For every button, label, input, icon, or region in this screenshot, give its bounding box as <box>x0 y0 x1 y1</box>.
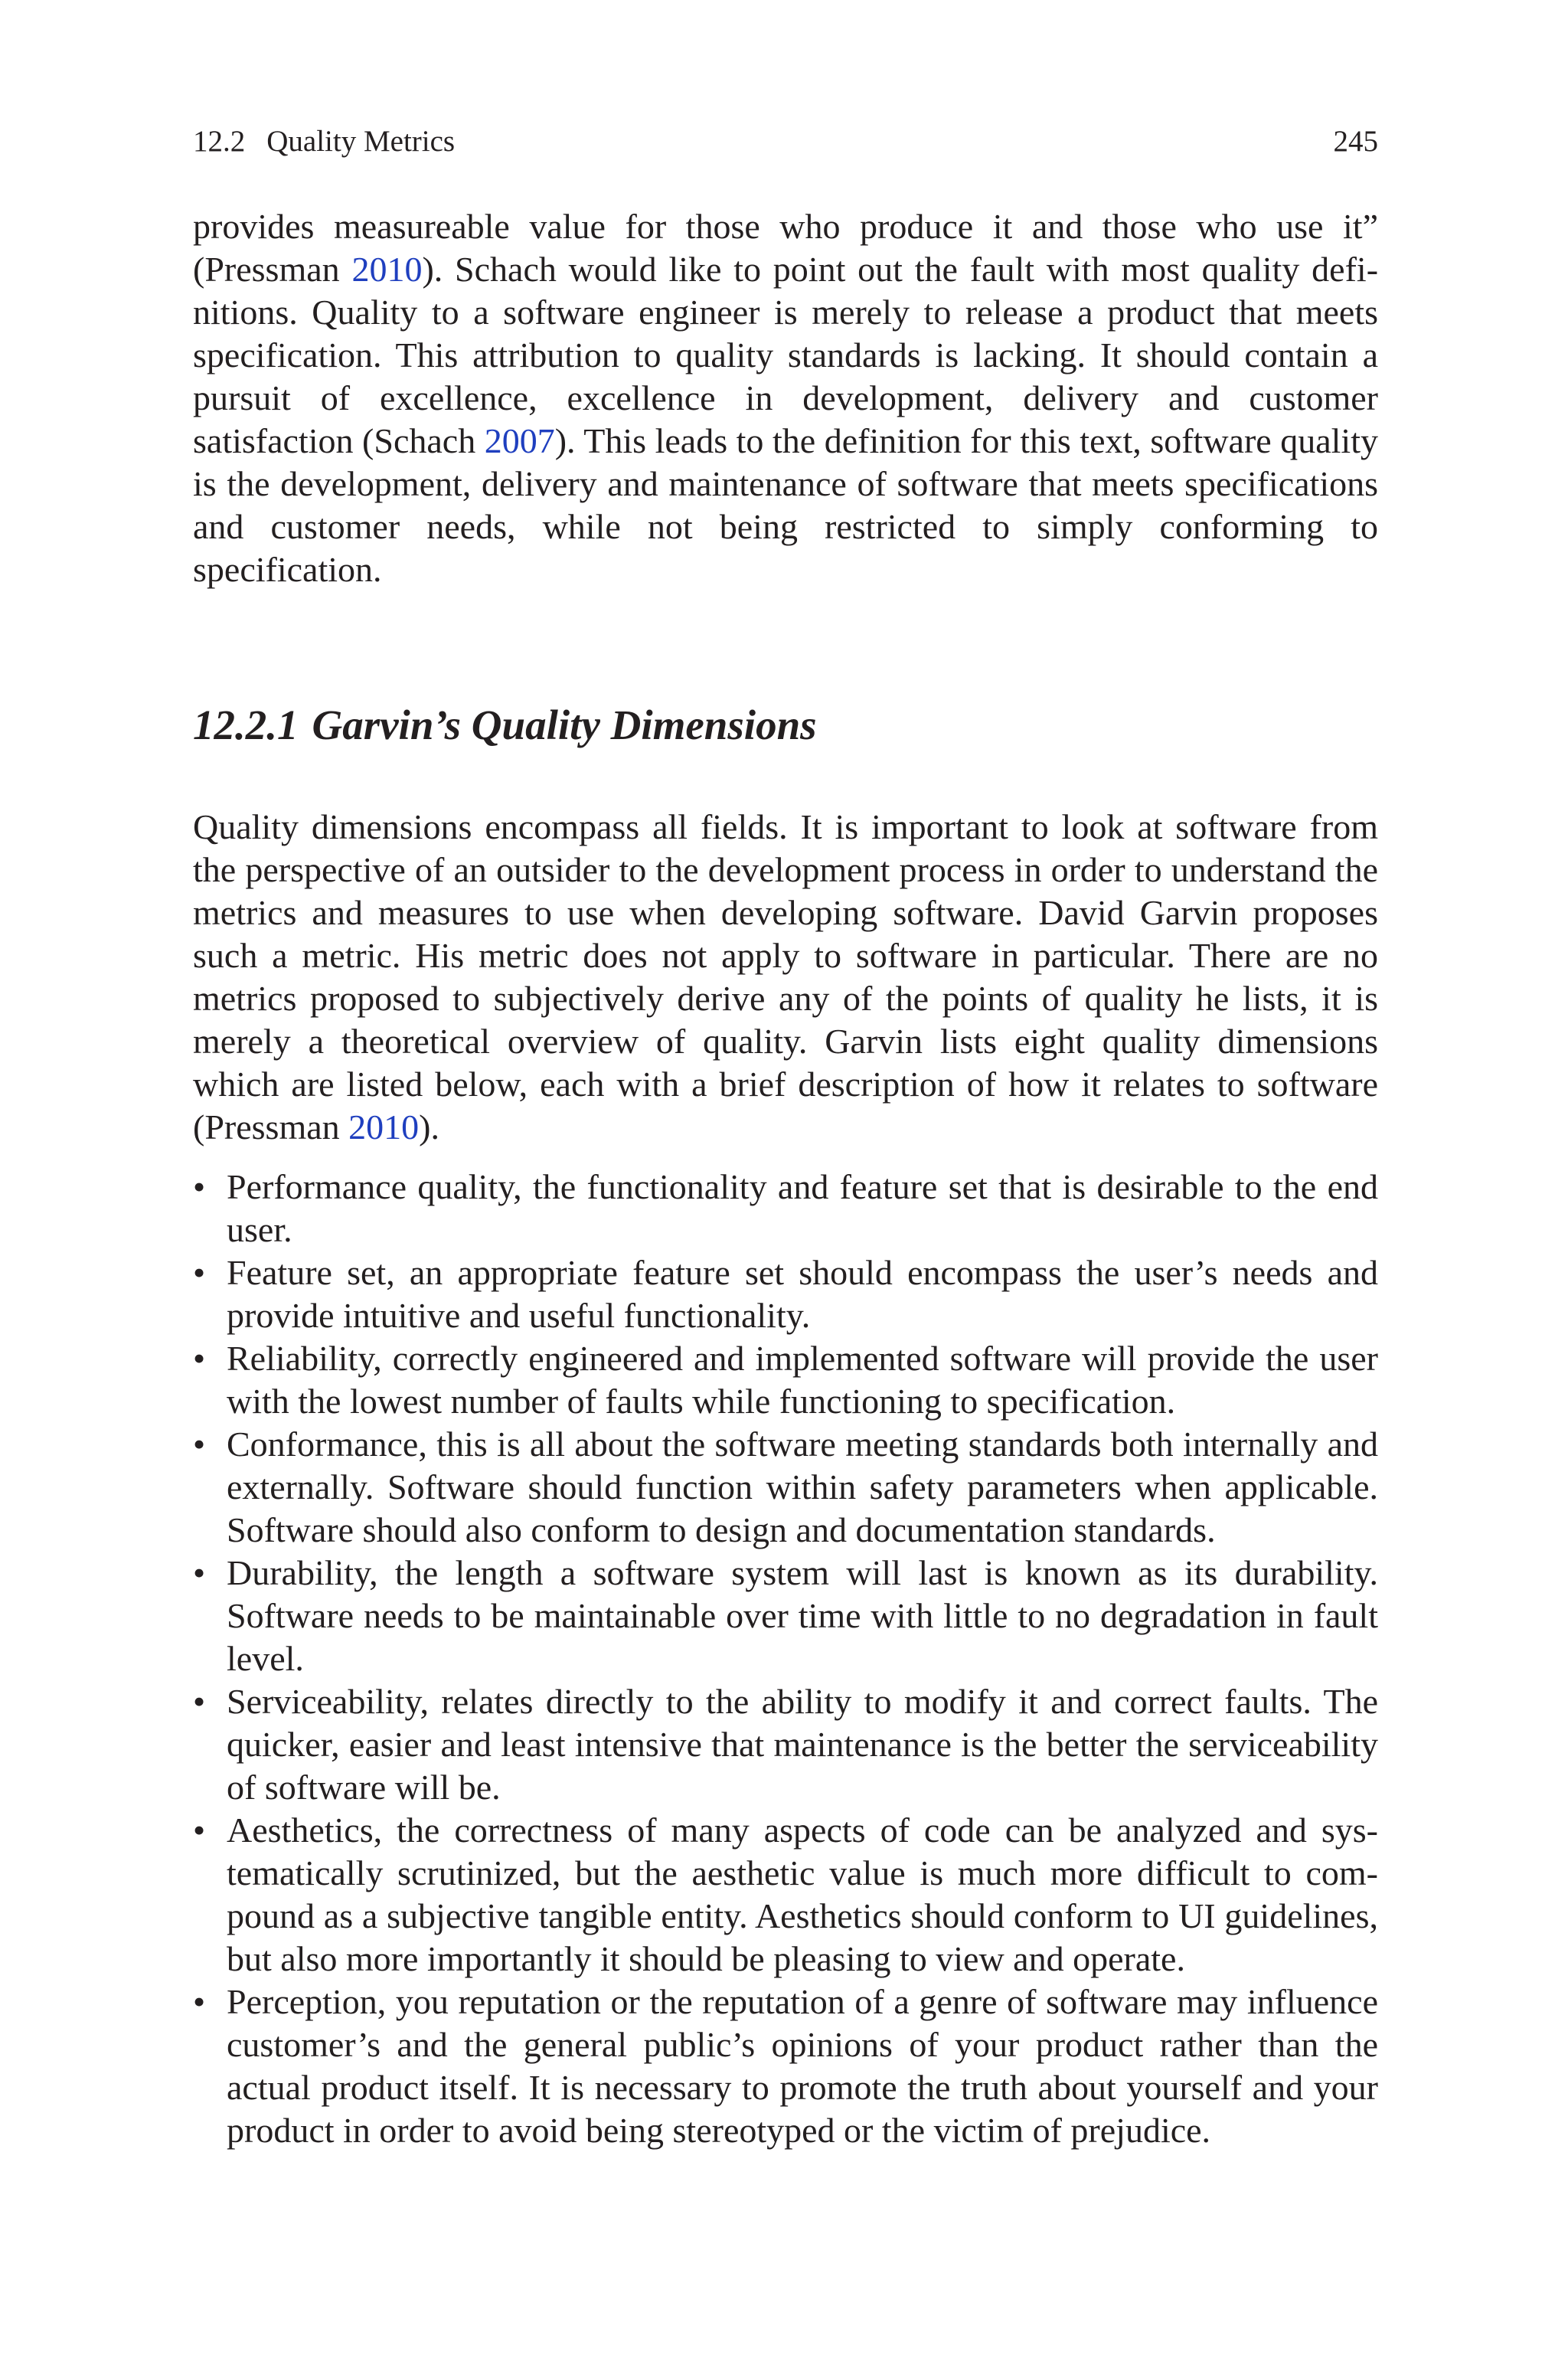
list-item <box>193 1552 1378 1680</box>
bullet-icon: • <box>193 1982 206 2021</box>
section-heading-number: 12.2.1 <box>193 702 299 748</box>
list-item <box>193 1166 1378 1251</box>
quality-dimensions-list <box>193 1166 1378 2152</box>
list-item <box>193 1251 1378 1337</box>
citation-link-pressman-2010[interactable]: 2010 <box>348 1107 420 1146</box>
running-head-section-title: Quality Metrics <box>266 125 456 158</box>
bullet-icon: • <box>193 1253 206 1292</box>
list-item-text: Aesthetics, the correctness of many aspects of code can be analyzed and systematically scrutinized, but the aesthetic value is much more difficult to compound as a subjective tangible entity. Aesthetics should conform to UI guidelines, but also more importantly it should be pleasing to view and operate. <box>227 1810 1378 1978</box>
list-item <box>193 1981 1378 2152</box>
citation-link-pressman-2010[interactable]: 2010 <box>351 250 423 289</box>
page-number: 245 <box>1333 125 1378 158</box>
list-item <box>193 1809 1378 1981</box>
paragraph-text: ). This leads to the definition for this text, software quality is the development, delivery and maintenance of software that meets specifications and customer needs, while not being restricted to simply conforming to specification. <box>193 421 1378 589</box>
citation-link-schach-2007[interactable]: 2007 <box>484 421 555 460</box>
bullet-icon: • <box>193 1810 206 1850</box>
bullet-icon: • <box>193 1425 206 1464</box>
bullet-icon: • <box>193 1167 206 1206</box>
bullet-icon: • <box>193 1682 206 1721</box>
page-body <box>193 205 1378 2152</box>
list-item-text: Conformance, this is all about the software meeting standards both internally and externally. Software should function within safety parameters when applicable. Software should also conform to design and documentation standards. <box>227 1425 1378 1549</box>
bullet-icon: • <box>193 1339 206 1378</box>
section-heading <box>193 700 1378 751</box>
list-item <box>193 1423 1378 1552</box>
continued-paragraph <box>193 205 1378 591</box>
list-item-text: Feature set, an appropriate feature set should encompass the user’s needs and provide intuitive and useful functionality. <box>227 1253 1378 1335</box>
paragraph-text: ). Schach would like to point out the fault with most quality definitions. Quality to a software engineer is merely to release a product that meets specification. This attribution to quality standards is lacking. It should contain a pursuit of excellence, excellence in development, delivery and customer satisfaction (Schach <box>193 250 1379 460</box>
running-head-section-number: 12.2 <box>193 125 246 158</box>
running-head <box>193 123 1378 161</box>
paragraph-text: ). <box>419 1107 439 1146</box>
list-item-text: Durability, the length a software system will last is known as its durability. Software needs to be maintainable over time with little to no degradation in fault level. <box>227 1553 1378 1678</box>
list-item-text: Perception, you reputation or the reputation of a genre of software may influence customer’s and the general public’s opinions of your product rather than the actual product itself. It is necessary to promote the truth about yourself and your product in order to avoid being stereotyped or the victim of prejudice. <box>227 1982 1378 2150</box>
list-item-text: Performance quality, the functionality and feature set that is desirable to the end user. <box>227 1167 1378 1249</box>
bullet-icon: • <box>193 1553 206 1592</box>
list-item <box>193 1680 1378 1809</box>
paragraph-text: Quality dimensions encompass all fields. It is important to look at software from the perspective of an outsider to the development process in order to understand the metrics and measures to use when developing software. David Garvin proposes such a metric. His metric does not apply to software in particular. There are no metrics proposed to subjectively derive any of the points of quality he lists, it is merely a theoretical overview of quality. Garvin lists eight quality dimensions which are listed below, each with a brief description of how it relates to software (Pressman <box>193 807 1378 1146</box>
list-item-text: Serviceability, relates directly to the ability to modify it and correct faults. The quicker, easier and least intensive that maintenance is the better the serviceability of software will be. <box>227 1682 1378 1807</box>
section-heading-title: Garvin’s Quality Dimensions <box>312 702 817 748</box>
list-item-text: Reliability, correctly engineered and implemented software will provide the user with the lowest number of faults while functioning to specification. <box>227 1339 1378 1421</box>
list-item <box>193 1337 1378 1423</box>
intro-paragraph <box>193 806 1378 1149</box>
paragraph-text: provides measureable value for those who produce it and those who use it” (Pressman <box>193 207 1378 289</box>
